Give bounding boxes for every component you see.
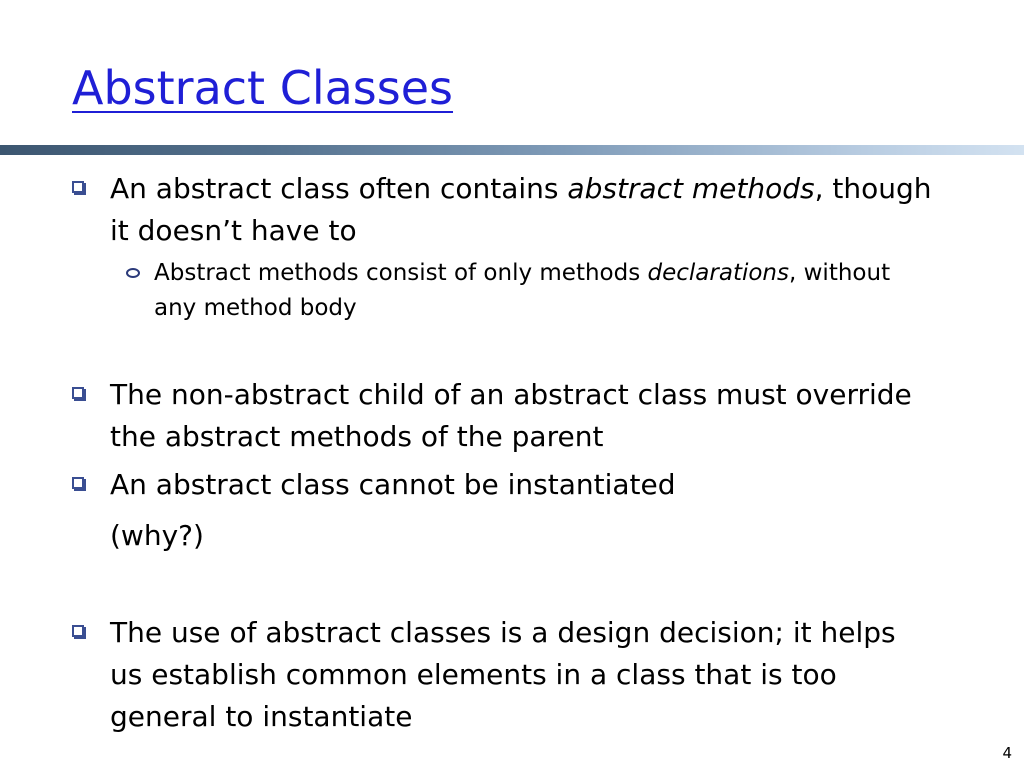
bullet-text: The non-abstract child of an abstract class must override the abstract methods of the parent — [110, 378, 912, 453]
bullet-text — [110, 168, 932, 252]
page-number: 4 — [1002, 744, 1012, 762]
bullet-3 — [72, 464, 932, 506]
ring-bullet-icon — [126, 268, 140, 278]
bullet-text: The use of abstract classes is a design decision; it helps us establish common elements in a class that is too general to instantiate — [110, 616, 896, 733]
bullet-4 — [72, 612, 932, 738]
square-bullet-icon — [72, 625, 84, 637]
square-bullet-icon — [72, 181, 84, 193]
sub-bullet-text — [154, 256, 914, 326]
sub-bullet-text-emphasis: declarations — [647, 260, 789, 286]
bullet-text: An abstract class cannot be instantiated — [110, 468, 676, 501]
sub-bullet-1 — [124, 256, 914, 326]
sub-bullet-text-post: , without any method body — [154, 260, 891, 321]
square-bullet-icon — [72, 387, 84, 399]
bullet-continuation: (why?) — [110, 519, 204, 552]
bullet-2 — [72, 374, 932, 458]
bullet-text-emphasis: abstract methods — [567, 172, 815, 205]
bullet-text-pre: An abstract class often contains — [110, 172, 568, 205]
slide-title: Abstract Classes — [72, 61, 454, 115]
bullet-text-post: , though it doesn’t have to — [110, 172, 932, 247]
title-divider — [0, 145, 1024, 155]
square-bullet-icon — [72, 477, 84, 489]
sub-bullet-text-pre: Abstract methods consist of only methods — [154, 260, 648, 286]
bullet-1 — [72, 168, 932, 252]
